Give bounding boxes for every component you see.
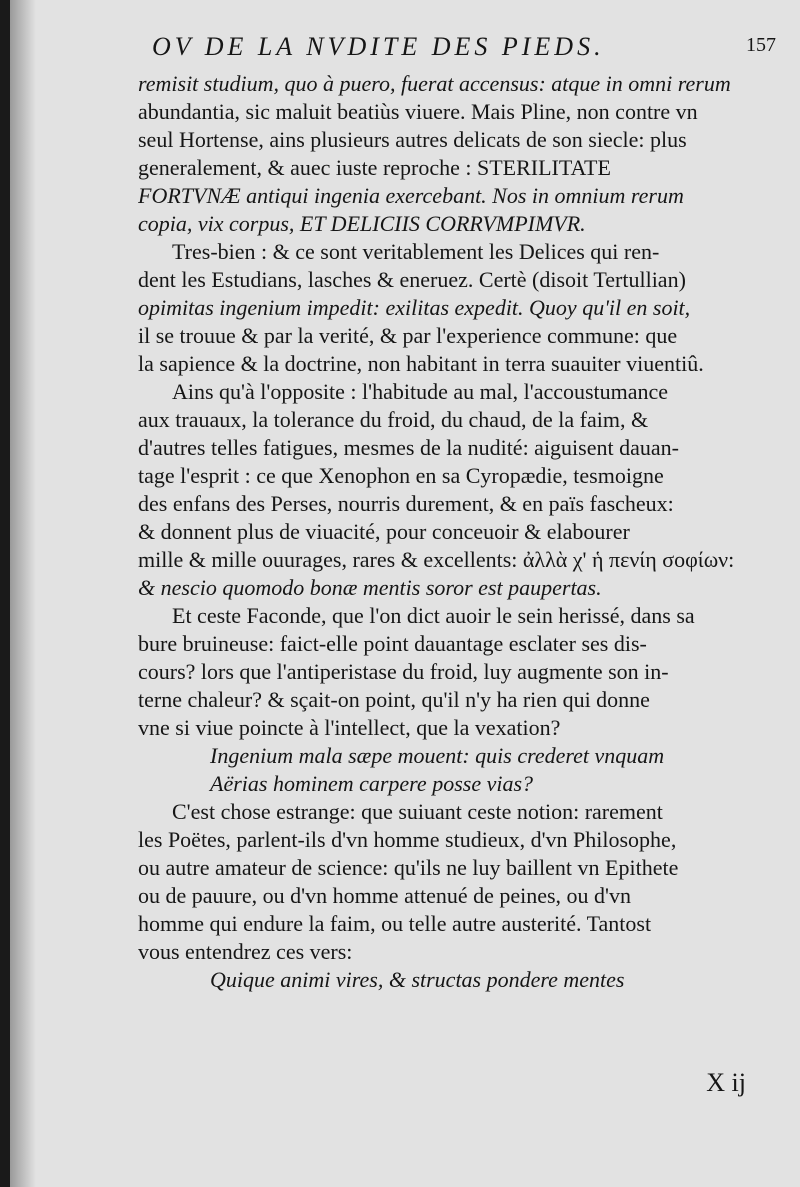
text-line: vne si viue poincte à l'intellect, que la vexation?	[138, 715, 561, 740]
text-line: C'est chose estrange: que suiuant ceste notion: rarement	[172, 799, 663, 824]
text-line: mille & mille ouurages, rares & excellents: ἀλλὰ χ' ἡ πενίη σοφίων:	[138, 547, 735, 572]
text-line: Quique animi vires, & structas pondere mentes	[210, 967, 625, 992]
text-line: generalement, & auec iuste reproche : STERILITATE	[138, 155, 611, 180]
text-line: tage l'esprit : ce que Xenophon en sa Cyropædie, tesmoigne	[138, 463, 664, 488]
text-line: d'autres telles fatigues, mesmes de la nudité: aiguisent dauan-	[138, 435, 679, 460]
text-line: homme qui endure la faim, ou telle autre austerité. Tantost	[138, 911, 652, 936]
text-line: il se trouue & par la verité, & par l'experience commune: que	[138, 323, 678, 348]
text-line: aux trauaux, la tolerance du froid, du chaud, de la faim, &	[138, 407, 649, 432]
text-line: les Poëtes, parlent-ils d'vn homme studieux, d'vn Philosophe,	[138, 827, 677, 852]
text-line: dent les Estudians, lasches & eneruez. Certè (disoit Tertullian)	[138, 267, 686, 292]
text-line: Ains qu'à l'opposite : l'habitude au mal, l'accoustumance	[172, 379, 669, 404]
book-page	[10, 0, 800, 1187]
text-line: & donnent plus de viuacité, pour conceuoir & elabourer	[138, 519, 630, 544]
gutter-shadow	[10, 0, 36, 1187]
text-lines	[138, 70, 778, 994]
text-line: seul Hortense, ains plusieurs autres delicats de son siecle: plus	[138, 127, 687, 152]
signature-mark: X ij	[706, 1068, 746, 1097]
text-line: copia, vix corpus, ET DELICIIS CORRVMPIMVR.	[138, 211, 586, 236]
page-number: 157	[746, 34, 776, 56]
text-line: Aërias hominem carpere posse vias?	[210, 771, 534, 796]
text-line: abundantia, sic maluit beatiùs viuere. Mais Pline, non contre vn	[138, 99, 698, 124]
text-line: vous entendrez ces vers:	[138, 939, 353, 964]
text-line: opimitas ingenium impedit: exilitas expedit. Quoy qu'il en soit,	[138, 295, 691, 320]
text-block	[138, 28, 778, 994]
text-line: Et ceste Faconde, que l'on dict auoir le sein herissé, dans sa	[172, 603, 695, 628]
text-line: Tres-bien : & ce sont veritablement les Delices qui ren-	[172, 239, 660, 264]
text-line: ou autre amateur de science: qu'ils ne luy baillent vn Epithete	[138, 855, 679, 880]
text-line: ou de pauure, ou d'vn homme attenué de peines, ou d'vn	[138, 883, 632, 908]
text-line: cours? lors que l'antiperistase du froid, luy augmente son in-	[138, 659, 669, 684]
text-line: remisit studium, quo à puero, fuerat accensus: atque in omni rerum	[138, 71, 731, 96]
running-title: OV DE LA NVDITE DES PIEDS.	[152, 32, 605, 61]
text-line: la sapience & la doctrine, non habitant in terra suauiter viuentiû.	[138, 351, 704, 376]
text-line: bure bruineuse: faict-elle point dauantage esclater ses dis-	[138, 631, 647, 656]
running-header	[138, 28, 778, 70]
text-line: & nescio quomodo bonæ mentis soror est paupertas.	[138, 575, 602, 600]
text-line: des enfans des Perses, nourris durement, & en païs fascheux:	[138, 491, 674, 516]
text-line: terne chaleur? & sçait-on point, qu'il n'y ha rien qui donne	[138, 687, 650, 712]
text-line: Ingenium mala sæpe mouent: quis crederet vnquam	[210, 743, 665, 768]
text-line: FORTVNÆ antiqui ingenia exercebant. Nos in omnium rerum	[138, 183, 684, 208]
